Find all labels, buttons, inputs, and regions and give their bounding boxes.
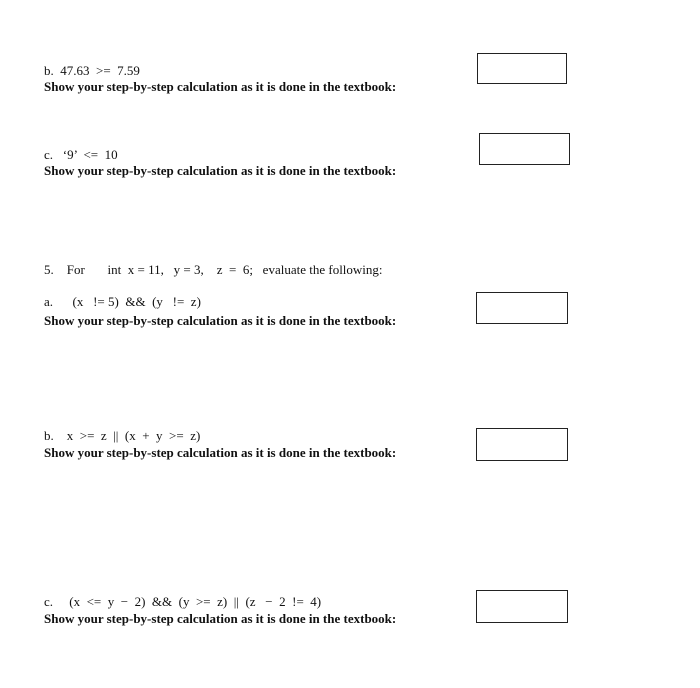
question-5a-expression: a. (x != 5) && (y != z) <box>44 294 201 309</box>
answer-box-5b[interactable] <box>476 428 568 461</box>
question-5b-instruction: Show your step-by-step calculation as it is done in the textbook: <box>44 445 397 460</box>
question-5c-expression: c. (x <= y − 2) && (y >= z) || (z − 2 != 4) <box>44 594 322 609</box>
answer-box-b-prev[interactable] <box>477 53 567 84</box>
question-5-prompt: 5. For int x = 11, y = 3, z = 6; evaluate the following: <box>44 262 383 277</box>
question-c-instruction: Show your step-by-step calculation as it is done in the textbook: <box>44 163 397 178</box>
answer-box-5c[interactable] <box>476 590 568 623</box>
question-b-expression: b. 47.63 >= 7.59 <box>44 63 140 78</box>
question-5a-instruction: Show your step-by-step calculation as it is done in the textbook: <box>44 313 397 328</box>
answer-box-c-prev[interactable] <box>479 133 570 165</box>
question-c-expression: c. ‘9’ <= 10 <box>44 147 118 162</box>
question-b-instruction: Show your step-by-step calculation as it is done in the textbook: <box>44 79 397 94</box>
question-5c-instruction: Show your step-by-step calculation as it is done in the textbook: <box>44 611 397 626</box>
question-5b-expression: b. x >= z || (x + y >= z) <box>44 428 201 443</box>
answer-box-5a[interactable] <box>476 292 568 324</box>
